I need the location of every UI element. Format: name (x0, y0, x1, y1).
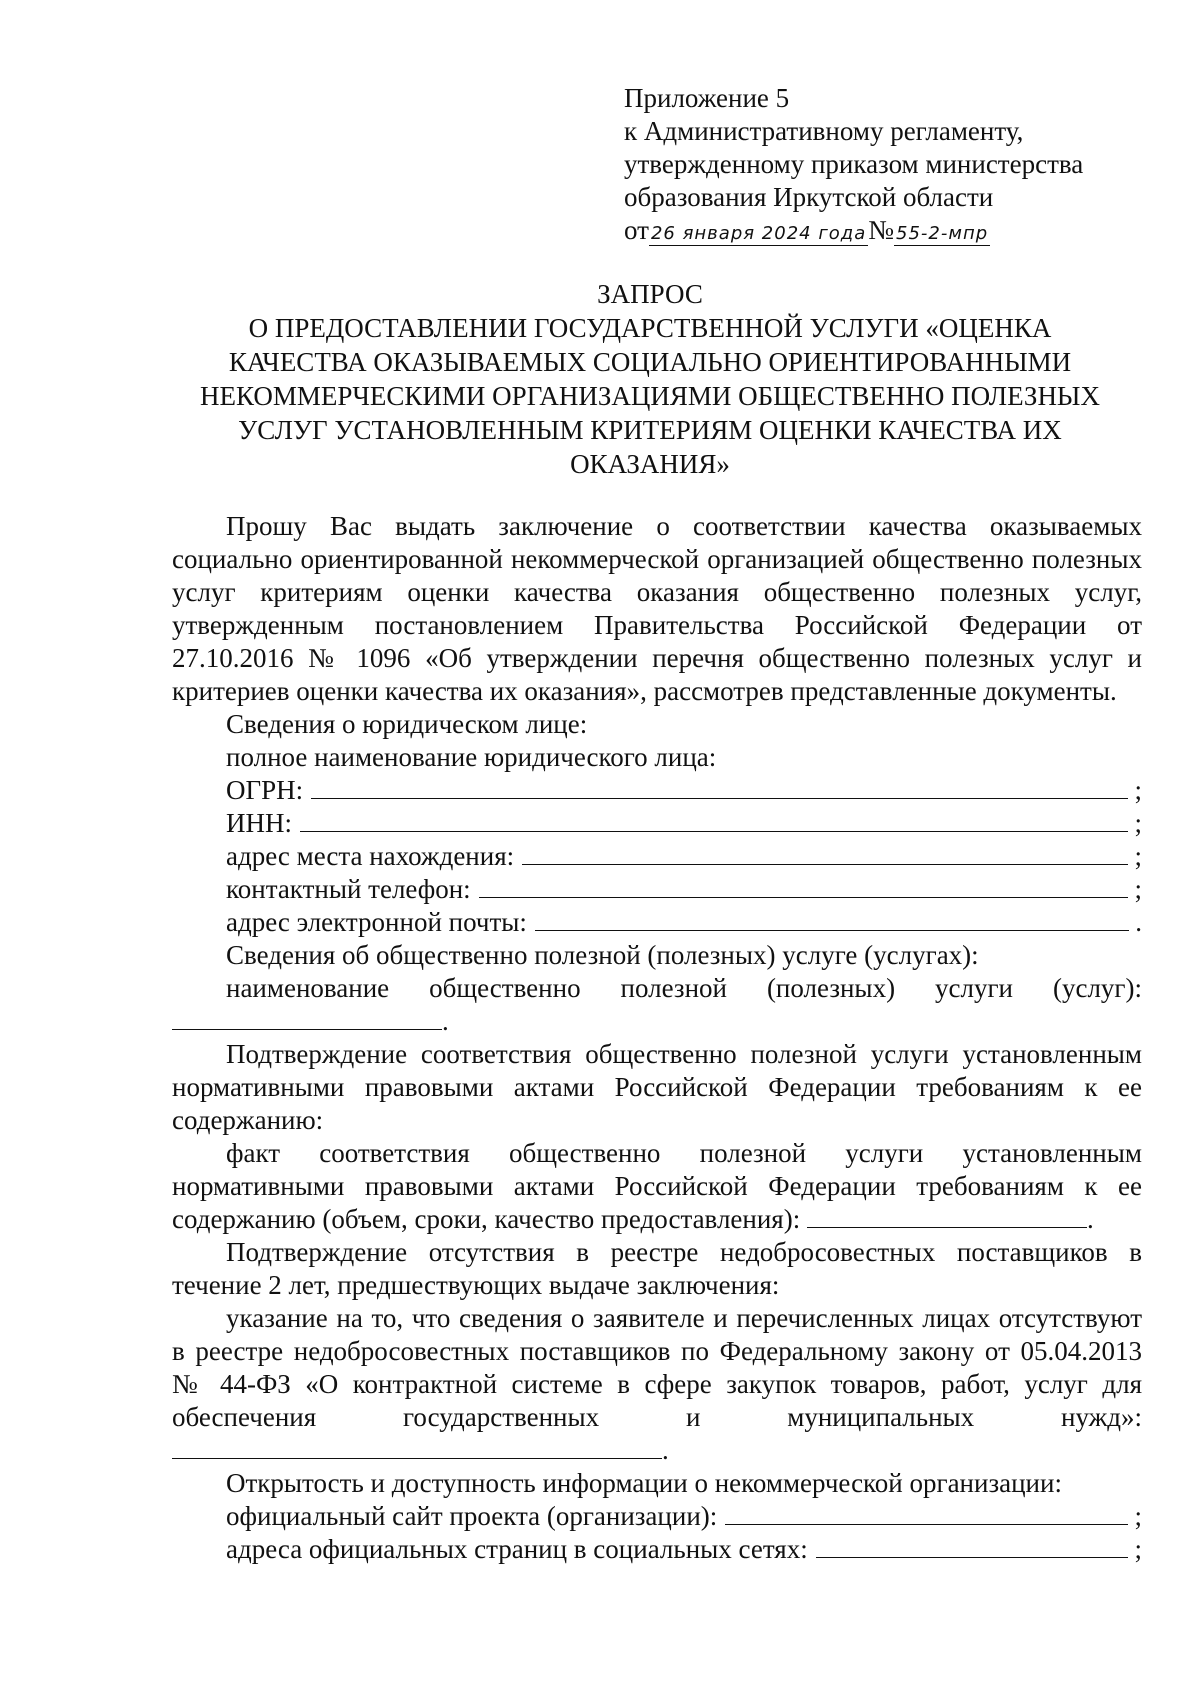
registry-text: указание на то, что сведения о заявителе и перечисленных лицах отсутствуют в реестре недобросовестных поставщиков по Федеральному закону от 05.04.2013 № 44-ФЗ «О контрактной системе в сфере закупок товаров, работ, услуг для обеспечения государственных и муниципальных нужд»: . (172, 1303, 1142, 1465)
service-name-blank[interactable] (172, 1007, 442, 1030)
ogrn-label: ОГРН: (226, 775, 304, 805)
social-field (172, 1533, 1142, 1566)
registry-blank[interactable] (172, 1436, 662, 1459)
title-line: НЕКОММЕРЧЕСКИМИ ОРГАНИЗАЦИЯМИ ОБЩЕСТВЕННО ПОЛЕЗНЫХ (200, 381, 1100, 411)
phone-label: контактный телефон: (226, 874, 471, 904)
title-line: ЗАПРОС (597, 279, 703, 309)
handwritten-number: 55-2-мпр (896, 223, 989, 244)
phone-blank[interactable] (479, 897, 1129, 898)
service-name-label: наименование общественно полезной (полезных) услуги (услуг): . (172, 972, 1142, 1038)
inn-label: ИНН: (226, 808, 292, 838)
address-blank[interactable] (522, 864, 1128, 865)
openness-heading: Открытость и доступность информации о некоммерческой организации: (226, 1468, 1062, 1498)
registry-heading: Подтверждение отсутствия в реестре недобросовестных поставщиков в течение 2 лет, предшествующих выдаче заключения: (172, 1237, 1142, 1300)
email-punct: . (1135, 907, 1142, 937)
legal-entity-heading: Сведения о юридическом лице: (226, 709, 588, 739)
handwritten-date: 26 января 2024 года (650, 223, 867, 244)
email-field (172, 906, 1142, 939)
phone-punct: ; (1134, 874, 1142, 904)
title-line: УСЛУГ УСТАНОВЛЕННЫМ КРИТЕРИЯМ ОЦЕНКИ КАЧЕСТВА ИХ (238, 415, 1062, 445)
title-line: КАЧЕСТВА ОКАЗЫВАЕМЫХ СОЦИАЛЬНО ОРИЕНТИРОВАННЫМИ (228, 347, 1072, 377)
document-body (172, 510, 1142, 1566)
website-punct: ; (1134, 1501, 1142, 1531)
website-field (172, 1500, 1142, 1533)
ogrn-field (172, 774, 1142, 807)
ogrn-punct: ; (1134, 775, 1142, 805)
social-blank[interactable] (816, 1557, 1129, 1558)
appendix-regulation: к Административному регламенту, (624, 116, 1024, 146)
email-label: адрес электронной почты: (226, 907, 527, 937)
inn-punct: ; (1134, 808, 1142, 838)
document-title (150, 277, 1150, 481)
website-blank[interactable] (725, 1524, 1128, 1525)
title-line: ОКАЗАНИЯ» (570, 449, 730, 479)
appendix-number: Приложение 5 (624, 83, 790, 113)
inn-blank[interactable] (300, 831, 1128, 832)
ogrn-blank[interactable] (311, 798, 1128, 799)
service-heading: Сведения об общественно полезной (полезных) услуге (услугах): (226, 940, 979, 970)
appendix-date-number (624, 214, 1144, 247)
full-name-label: полное наименование юридического лица: (226, 742, 717, 772)
inn-field (172, 807, 1142, 840)
appendix-ministry: образования Иркутской области (624, 182, 994, 212)
appendix-header (624, 82, 1144, 247)
email-blank[interactable] (535, 930, 1129, 931)
compliance-fact-blank[interactable] (807, 1205, 1087, 1228)
compliance-fact: факт соответствия общественно полезной услуги установленным нормативными правовыми актами Российской Федерации требованиям к ее содержанию (объем, сроки, качество предоставления): . (172, 1138, 1142, 1234)
title-line: О ПРЕДОСТАВЛЕНИИ ГОСУДАРСТВЕННОЙ УСЛУГИ «ОЦЕНКА (248, 313, 1052, 343)
phone-field (172, 873, 1142, 906)
appendix-approved-by: утвержденному приказом министерства (624, 149, 1084, 179)
social-label: адреса официальных страниц в социальных сетях: (226, 1534, 808, 1564)
social-punct: ; (1134, 1534, 1142, 1564)
intro-paragraph: Прошу Вас выдать заключение о соответствии качества оказываемых социально ориентированной некоммерческой организацией общественно полезных услуг критериям оценки качества оказания общественно полезных услуг, утвержденным постановлением Правительства Российской Федерации от 27.10.2016 № 1096 «Об утверждении перечня общественно полезных услуг и критериев оценки качества их оказания», рассмотрев представленные документы. (172, 511, 1142, 706)
address-punct: ; (1134, 841, 1142, 871)
address-label: адрес места нахождения: (226, 841, 515, 871)
address-field (172, 840, 1142, 873)
number-prefix: № (868, 215, 895, 245)
date-prefix: от (624, 215, 649, 245)
website-label: официальный сайт проекта (организации): (226, 1501, 718, 1531)
compliance-heading: Подтверждение соответствия общественно полезной услуги установленным нормативными правовыми актами Российской Федерации требованиям к ее содержанию: (172, 1039, 1142, 1135)
